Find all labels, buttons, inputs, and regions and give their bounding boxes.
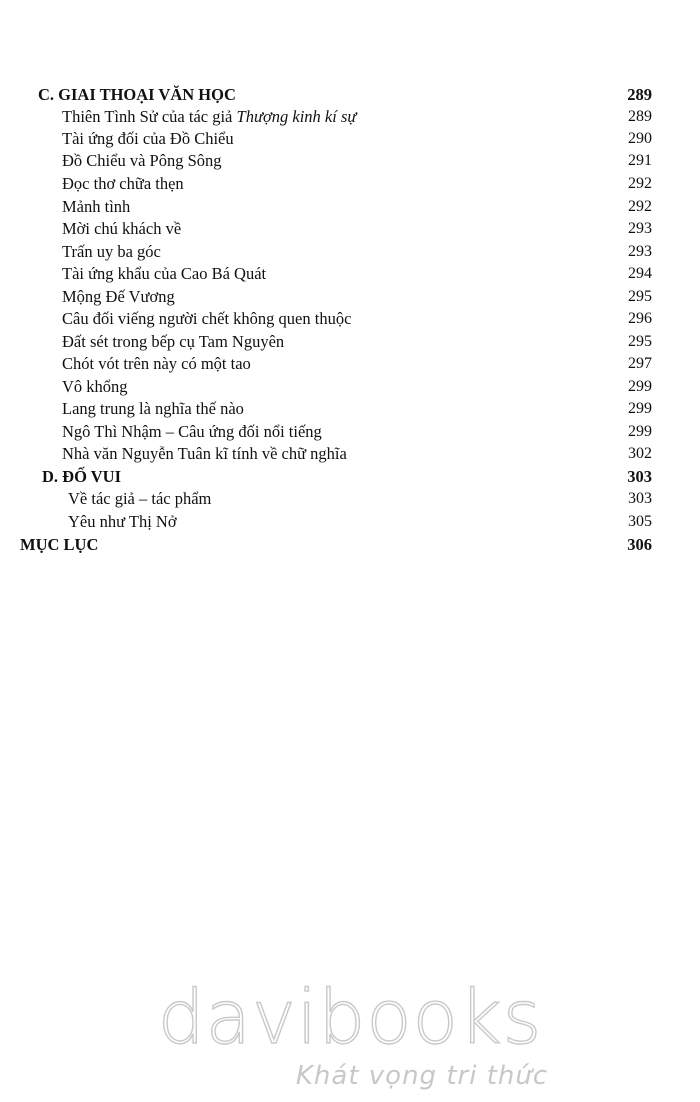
entry-title: Yêu như Thị Nở — [68, 512, 177, 531]
entry-title: Nhà văn Nguyễn Tuân kĩ tính về chữ nghĩa — [62, 444, 347, 463]
page-number: 306 — [627, 535, 652, 554]
toc-section-d — [0, 466, 700, 488]
entry-title: Tài ứng đối của Đồ Chiểu — [62, 129, 234, 148]
section-title: C. GIAI THOẠI VĂN HỌC — [38, 85, 236, 104]
page-number: 294 — [628, 265, 652, 282]
toc-entry — [0, 173, 700, 195]
toc-entry — [0, 353, 700, 375]
toc-entry — [0, 443, 700, 465]
page-number: 299 — [628, 400, 652, 417]
section-title: D. ĐỐ VUI — [42, 467, 121, 486]
toc-entry — [0, 398, 700, 420]
entry-title: Tài ứng khẩu của Cao Bá Quát — [62, 264, 267, 283]
page-number: 290 — [628, 130, 652, 147]
toc-entry — [0, 286, 700, 308]
toc-entry — [0, 376, 700, 398]
page-number: 289 — [627, 85, 652, 104]
page-number: 299 — [628, 423, 652, 440]
entry-title-italic: Thượng kinh kí sự — [236, 107, 357, 126]
toc-entry — [0, 511, 700, 533]
page-number: 297 — [628, 355, 652, 372]
page-number: 289 — [628, 108, 652, 125]
page-number: 295 — [628, 288, 652, 305]
toc-entry — [0, 150, 700, 172]
toc-entry — [0, 196, 700, 218]
page-number: 305 — [628, 513, 652, 530]
toc-entry — [0, 128, 700, 150]
entry-title: Trấn uy ba góc — [62, 242, 161, 261]
toc-final-entry — [0, 534, 700, 556]
toc-entry — [0, 421, 700, 443]
entry-title: Đất sét trong bếp cụ Tam Nguyên — [62, 332, 285, 351]
toc-entry — [0, 263, 700, 285]
entry-title: Lang trung là nghĩa thế nào — [62, 399, 244, 418]
entry-title: Mộng Đế Vương — [62, 287, 175, 306]
entry-title: Câu đối viếng người chết không quen thuộc — [62, 309, 352, 328]
page-number: 296 — [628, 310, 652, 327]
entry-title — [62, 106, 356, 128]
page-number: 293 — [628, 220, 652, 237]
entry-title: Chót vót trên này có một tao — [62, 354, 251, 373]
entry-title: Đồ Chiểu và Pông Sông — [62, 151, 222, 170]
entry-title: Mời chú khách về — [62, 219, 182, 238]
page-number: 303 — [627, 467, 652, 486]
page-number: 295 — [628, 333, 652, 350]
toc-entry — [0, 331, 700, 353]
entry-title: Mảnh tình — [62, 197, 131, 216]
entry-title-text: Thiên Tình Sử của tác giả — [62, 107, 237, 126]
entry-title: Về tác giả – tác phẩm — [68, 489, 212, 508]
page-number: 293 — [628, 243, 652, 260]
entry-title: Ngô Thì Nhậm – Câu ứng đối nổi tiếng — [62, 422, 322, 441]
toc-entry — [0, 241, 700, 263]
toc-entry — [0, 488, 700, 510]
page-number: 291 — [628, 152, 652, 169]
watermark-brand: davibooks — [157, 975, 543, 1061]
entry-title: Vô khổng — [62, 377, 128, 396]
page-number: 292 — [628, 175, 652, 192]
page-number: 299 — [628, 378, 652, 395]
toc-entry — [0, 106, 700, 128]
toc-entry — [0, 218, 700, 240]
page-number: 292 — [628, 198, 652, 215]
toc-section-c — [0, 84, 700, 106]
page-number: 303 — [628, 490, 652, 507]
page-number: 302 — [628, 445, 652, 462]
watermark-tagline: Khát vọng tri thức — [295, 1061, 549, 1091]
entry-title: Đọc thơ chữa thẹn — [62, 174, 184, 193]
section-title: MỤC LỤC — [20, 535, 99, 554]
toc-entry — [0, 308, 700, 330]
